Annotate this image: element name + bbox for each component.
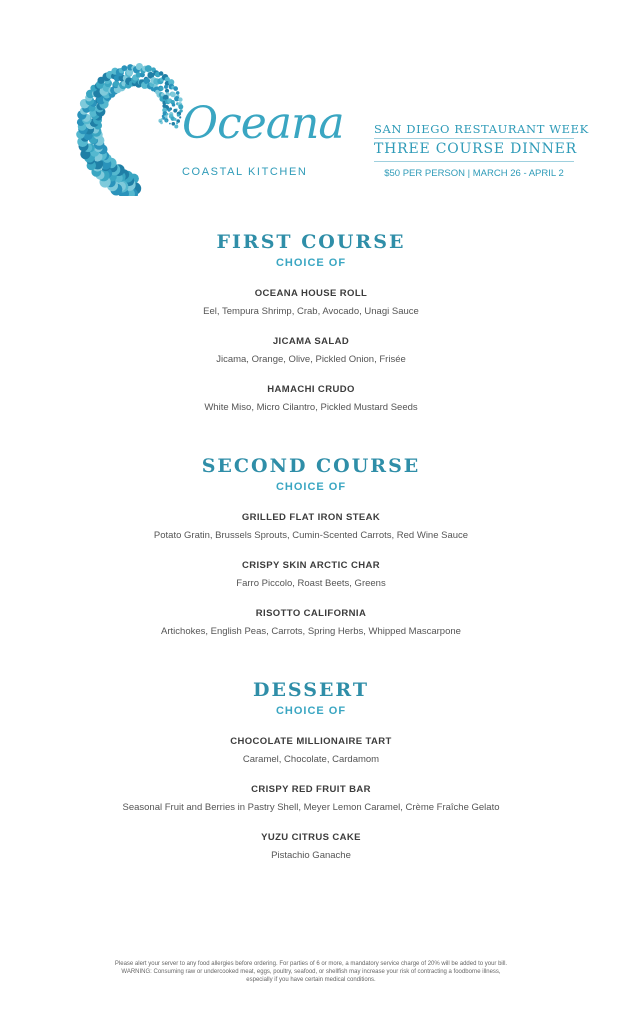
item-name: GRILLED FLAT IRON STEAK [241, 512, 381, 523]
menu-item [0, 335, 622, 366]
item-name: JICAMA SALAD [272, 336, 350, 347]
menu-item [0, 607, 622, 638]
logo-dot [159, 87, 163, 91]
item-name: CRISPY RED FRUIT BAR [251, 784, 371, 795]
section-title: FIRST COURSE [216, 231, 406, 253]
menu-item [0, 383, 622, 414]
brand-logo [46, 36, 344, 196]
menu-item [0, 783, 622, 814]
event-info [374, 122, 589, 179]
brand-name: Oceana [182, 98, 344, 149]
item-name: CHOCOLATE MILLIONAIRE TART [230, 736, 392, 747]
item-description: Seasonal Fruit and Berries in Pastry Shell, Meyer Lemon Caramel, Crème Fraîche Gelato [122, 802, 500, 813]
brand-tagline: COASTAL KITCHEN [182, 166, 308, 178]
section-first-course [0, 230, 622, 414]
logo-dot [176, 122, 178, 124]
menu-item [0, 511, 622, 542]
item-description: Potato Gratin, Brussels Sprouts, Cumin-Scented Carrots, Red Wine Sauce [153, 530, 469, 541]
disclaimer-line: WARNING: Consuming raw or undercooked meat, eggs, poultry, seafood, or shellfish may increase your risk of contracting a foodborne illness, [121, 969, 501, 975]
logo-dot [177, 114, 180, 117]
item-name: CRISPY SKIN ARCTIC CHAR [242, 560, 380, 571]
event-price-dates: $50 PER PERSON | MARCH 26 - APRIL 2 [384, 168, 564, 179]
menu [0, 230, 622, 902]
disclaimer-line: especially if you have certain medical conditions. [246, 977, 376, 983]
logo-dot [176, 91, 180, 95]
item-name: RISOTTO CALIFORNIA [255, 608, 367, 619]
item-name: OCEANA HOUSE ROLL [254, 288, 368, 299]
section-subtitle: CHOICE OF [275, 257, 347, 269]
item-description: Caramel, Chocolate, Cardamom [242, 754, 380, 765]
menu-item [0, 287, 622, 318]
section-subtitle: CHOICE OF [275, 705, 347, 717]
section-title: SECOND COURSE [201, 455, 421, 477]
item-name: YUZU CITRUS CAKE [261, 832, 361, 843]
logo-dot [170, 92, 176, 98]
logo-dot [164, 85, 168, 89]
logo-dot [172, 122, 176, 126]
item-description: Artichokes, English Peas, Carrots, Spring Herbs, Whipped Mascarpone [161, 626, 461, 637]
item-description: Farro Piccolo, Roast Beets, Greens [236, 578, 386, 589]
logo-dot [174, 118, 177, 121]
item-description: White Miso, Micro Cilantro, Pickled Mustard Seeds [204, 402, 418, 413]
logo-dot [179, 116, 181, 118]
section-dessert [0, 678, 622, 862]
allergy-disclaimer [40, 960, 582, 984]
logo-dot [173, 109, 177, 113]
logo-dot [167, 108, 170, 111]
logo-dot [145, 65, 152, 72]
item-name: HAMACHI CRUDO [267, 384, 355, 395]
menu-item [0, 735, 622, 766]
event-subtitle: THREE COURSE DINNER [374, 139, 574, 162]
event-title: SAN DIEGO RESTAURANT WEEK [374, 122, 574, 139]
section-subtitle: CHOICE OF [275, 481, 347, 493]
item-description: Pistachio Ganache [271, 850, 351, 861]
item-description: Eel, Tempura Shrimp, Crab, Avocado, Unagi Sauce [203, 306, 419, 317]
logo-dot [174, 125, 178, 129]
section-second-course [0, 454, 622, 638]
menu-item [0, 831, 622, 862]
disclaimer-line: Please alert your server to any food allergies before ordering. For parties of 6 or more, a mandatory service charge of 20% will be added to your bill. [114, 961, 508, 967]
logo-dot [165, 89, 169, 93]
logo-dot [172, 103, 176, 107]
logo-dot [165, 120, 167, 122]
logo-dot [173, 86, 178, 91]
logo-dot [166, 113, 169, 116]
section-title: DESSERT [252, 679, 370, 701]
item-description: Jicama, Orange, Olive, Pickled Onion, Frisée [216, 354, 406, 365]
logo-dot [160, 121, 163, 124]
menu-item [0, 559, 622, 590]
logo-dot [169, 123, 171, 125]
